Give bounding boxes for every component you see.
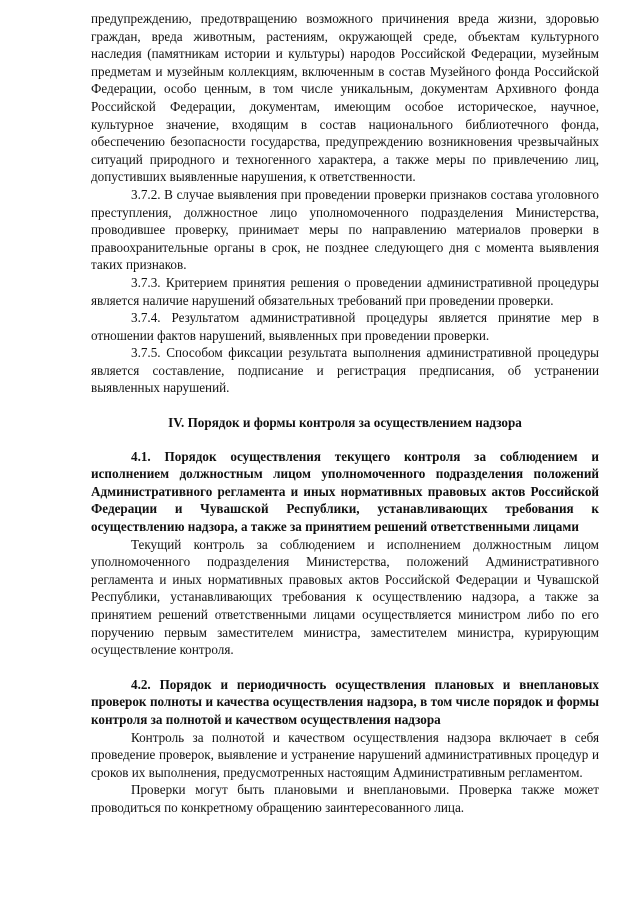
paragraph-4-2-body: Контроль за полнотой и качеством осуществления надзора включает в себя проведение проверок, выявление и устранение нарушений административных процедур и сроков их выполнения, предусмотренных настоящим Административным регламентом. [91, 729, 599, 780]
paragraph-3-7-3: 3.7.3. Критерием принятия решения о проведении административной процедуры является наличие нарушений обязательных требований при проведении проверки. [91, 274, 599, 308]
paragraph-3-7-4: 3.7.4. Результатом административной процедуры является принятие мер в отношении фактов нарушений, выявленных при проведении проверки. [91, 310, 599, 343]
paragraph-continuation: предупреждению, предотвращению возможного причинения вреда жизни, здоровью граждан, вреда животным, растениям, окружающей среде, объектам культурного наследия (памятникам истории и культуры) народов Российской Федерации, музейным предметам и музейным коллекциям, включенным в состав Музейного фонда Российской Федерации, особо ценным, в том числе уникальным, документам Архивного фонда Российской Федерации, документам, имеющим особое историческое, научное, культурное значение, входящим в состав национального библиотечного фонда, обеспечению безопасности государства, предупреждению возникновения чрезвычайных ситуаций природного и техногенного характера, а также меры по привлечению лиц, допустивших выявленные нарушения, к ответственности. [91, 11, 599, 185]
paragraph-3-7-2: 3.7.2. В случае выявления при проведении проверки признаков состава уголовного преступления, должностное лицо уполномоченного подразделения Министерства, проводившее проверку, принимает меры по направлению материалов проверки в правоохранительные органы в срок, не позднее следующего дня с момента выявления таких признаков. [91, 186, 599, 273]
paragraph-4-1-body: Текущий контроль за соблюдением и исполнением должностным лицом уполномоченного подразделения Министерства, положений Административного регламента и иных нормативных правовых актов Российской Федерации и Чувашской Республики, устанавливающих требования к осуществлению надзора, а также за принятием решений ответственными лицами осуществляется министром либо по его поручению первым заместителем министра, заместителем министра, курирующим осуществление контроля. [91, 536, 599, 658]
paragraph-3-7-5: 3.7.5. Способом фиксации результата выполнения административной процедуры является составление, подписание и регистрация предписания, об устранении выявленных нарушений. [91, 345, 599, 396]
heading-4-1: 4.1. Порядок осуществления текущего контроля за соблюдением и исполнением должностным лицом уполномоченного подразделения положений Административного регламента и иных нормативных правовых актов Российской Федерации и Чувашской Республики, устанавливающих требования к осуществлению надзора, а также за принятием решений ответственными лицами [91, 448, 599, 535]
paragraph-inspections: Проверки могут быть плановыми и внеплановыми. Проверка также может проводиться по конкретному обращению заинтересованного лица. [91, 782, 599, 815]
heading-4-2: 4.2. Порядок и периодичность осуществления плановых и внеплановых проверок полноты и качества осуществления надзора, в том числе порядок и формы контроля за полнотой и качеством осуществления надзора [91, 676, 599, 727]
section-title-iv: IV. Порядок и формы контроля за осуществлением надзора [168, 415, 522, 431]
